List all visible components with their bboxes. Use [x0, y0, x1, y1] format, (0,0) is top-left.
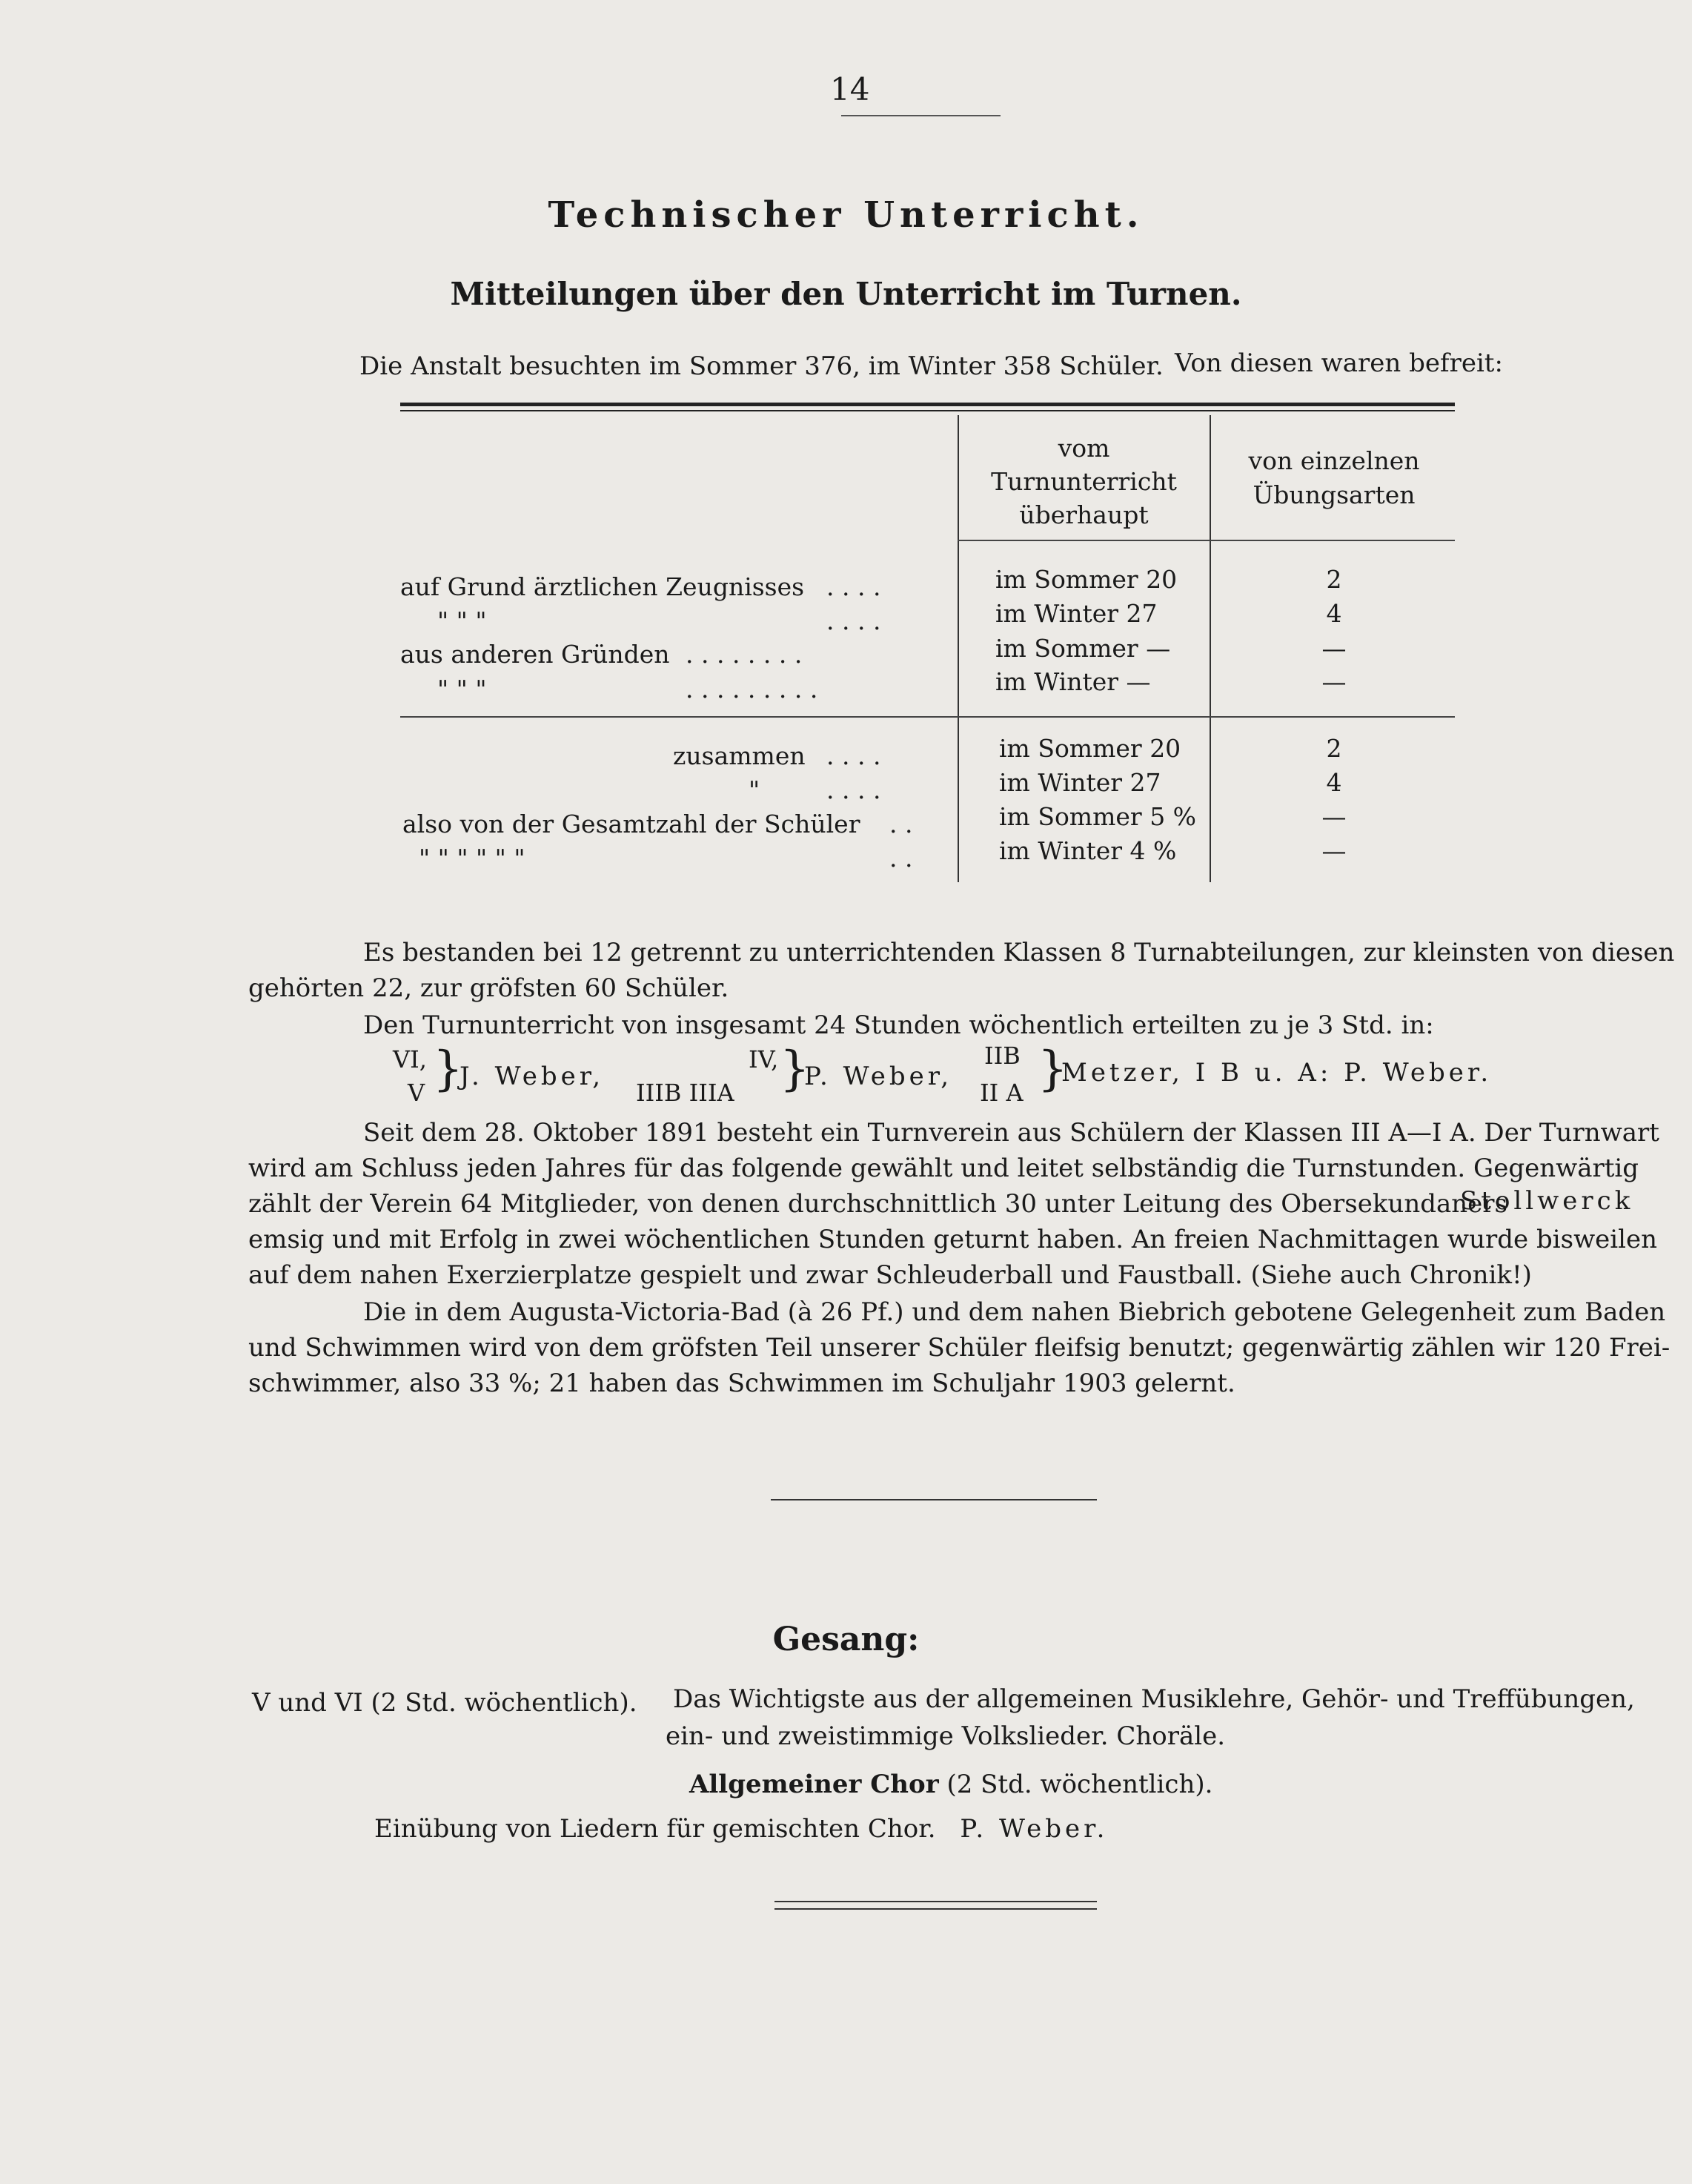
end-rule-2: [774, 1908, 1097, 1910]
assign-g1-teacher: J. Weber,: [460, 1062, 605, 1091]
row-dots: . . . .: [826, 572, 881, 601]
table-header-rule: [958, 540, 1455, 541]
paragraph-line: und Schwimmen wird von dem gröfsten Teil unserer Schüler fleifsig benutzt; gegenwärtig zählen wir 120 Frei-: [248, 1333, 1671, 1363]
header-col1-l1: vom: [1058, 434, 1110, 463]
row-col2: —: [1321, 836, 1347, 865]
row-col1: im Sommer 20: [999, 734, 1181, 763]
table-top-rule: [400, 403, 1455, 406]
assign-g2-top: IV,: [749, 1045, 779, 1073]
row-col2: —: [1321, 667, 1347, 696]
row-dots: . . . .: [826, 606, 881, 635]
row-col2: —: [1321, 634, 1347, 663]
row-label: auf Grund ärztlichen Zeugnisses: [400, 572, 805, 601]
paragraph-line: emsig und mit Erfolg in zwei wöchentlichen Stunden geturnt haben. An freien Nachmittagen wurde bisweilen: [248, 1225, 1658, 1254]
row-col1: im Winter 4 %: [999, 836, 1177, 865]
paragraph-line: Seit dem 28. Oktober 1891 besteht ein Turnverein aus Schülern der Klassen III A—I A. Der Turnwart: [363, 1118, 1659, 1148]
chor-text: [374, 1814, 1108, 1844]
header-col2-l1: von einzelnen: [1248, 446, 1420, 475]
chor-title: Allgemeiner Chor: [689, 1770, 939, 1799]
row-col2: —: [1321, 802, 1347, 831]
chor-description: Einübung von Liedern für gemischten Chor.: [374, 1814, 936, 1844]
page-number: 14: [830, 71, 870, 107]
person-name: Stollwerck: [1460, 1186, 1634, 1216]
end-rule-1: [774, 1901, 1097, 1902]
chor-hours: (2 Std. wöchentlich).: [946, 1770, 1213, 1799]
brace: }: [433, 1042, 463, 1096]
chor-teacher: P. Weber.: [960, 1814, 1109, 1844]
table-column-divider-1: [958, 415, 959, 882]
row-label: aus anderen Gründen: [400, 640, 670, 669]
table-mid-rule: [400, 716, 1455, 718]
row-label: " " ": [437, 606, 487, 635]
assign-g3-top: IIB: [984, 1042, 1021, 1070]
row-label: zusammen: [673, 741, 806, 770]
gesang-classes: V und VI (2 Std. wöchentlich).: [252, 1688, 637, 1718]
row-dots: . .: [889, 844, 913, 873]
assign-g3-teacher: Metzer, I B u. A: P. Weber.: [1061, 1058, 1493, 1088]
row-col1: im Sommer 5 %: [999, 802, 1197, 831]
section-title: Technischer Unterricht.: [548, 194, 1144, 236]
row-col1: im Winter 27: [995, 599, 1158, 628]
row-col1: im Winter 27: [999, 768, 1161, 797]
row-dots: . . . .: [826, 741, 881, 770]
paragraph-line: gehörten 22, zur gröfsten 60 Schüler.: [248, 973, 729, 1003]
paragraph-line: schwimmer, also 33 %; 21 haben das Schwimmen im Schuljahr 1903 gelernt.: [248, 1369, 1235, 1398]
row-label: " " " " " ": [419, 844, 525, 873]
brace: }: [780, 1042, 810, 1096]
paragraph-line: auf dem nahen Exerzierplatze gespielt und zwar Schleuderball und Faustball. (Siehe auch Chronik!): [248, 1260, 1532, 1290]
paragraph-line: Es bestanden bei 12 getrennt zu unterrichtenden Klassen 8 Turnabteilungen, zur kleinsten von diesen: [363, 938, 1675, 967]
section-subtitle: Mitteilungen über den Unterricht im Turnen.: [450, 276, 1242, 312]
assign-g2-bottom: IIIB IIIA: [636, 1079, 734, 1107]
row-label: also von der Gesamtzahl der Schüler: [402, 810, 860, 838]
page-number-rule: [841, 115, 1001, 116]
assign-g1-top: VI,: [393, 1045, 427, 1073]
section-separator: [771, 1499, 1097, 1500]
assign-g1-bottom: V: [408, 1079, 425, 1107]
table-column-divider-2: [1210, 415, 1211, 882]
assign-g3-bottom: II A: [980, 1079, 1024, 1107]
header-col2-l2: Übungsarten: [1253, 480, 1416, 509]
paragraph-line: Die in dem Augusta-Victoria-Bad (à 26 Pf.) und dem nahen Biebrich gebotene Gelegenheit zum Baden: [363, 1297, 1666, 1327]
row-dots: . . . . . . . .: [686, 640, 803, 669]
row-label: " " ": [437, 675, 487, 704]
row-col1: im Sommer 20: [995, 565, 1178, 594]
gesang-text-2: ein- und zweistimmige Volkslieder. Choräle.: [666, 1721, 1226, 1751]
row-col2: 4: [1326, 768, 1342, 797]
row-dots: . . . .: [826, 775, 881, 804]
chor-line: [689, 1770, 1212, 1799]
gesang-title: Gesang:: [772, 1621, 920, 1658]
row-col2: 2: [1326, 565, 1342, 594]
header-col1-l3: überhaupt: [1019, 500, 1149, 529]
brace: }: [1038, 1042, 1068, 1096]
intro-text-2: Von diesen waren befreit:: [1175, 348, 1503, 378]
paragraph-line: wird am Schluss jeden Jahres für das folgende gewählt und leitet selbständig die Turnstunden. Gegenwärtig: [248, 1154, 1639, 1183]
row-label: ": [749, 775, 760, 804]
intro-text: Die Anstalt besuchten im Sommer 376, im Winter 358 Schüler.: [359, 351, 1164, 381]
row-dots: . . . . . . . . .: [686, 675, 818, 704]
row-col2: 2: [1326, 734, 1342, 763]
row-col1: im Sommer —: [995, 634, 1171, 663]
row-dots: . .: [889, 810, 913, 838]
paragraph-line: zählt der Verein 64 Mitglieder, von denen durchschnittlich 30 unter Leitung des Obersekundaners: [248, 1189, 1507, 1219]
row-col2: 4: [1326, 599, 1342, 628]
table-top-rule-thin: [400, 410, 1455, 411]
row-col1: im Winter —: [995, 667, 1151, 696]
assign-g2-teacher: P. Weber,: [804, 1062, 953, 1091]
paragraph-line: Den Turnunterricht von insgesamt 24 Stunden wöchentlich erteilten zu je 3 Std. in:: [363, 1010, 1434, 1040]
header-col1-l2: Turnunterricht: [991, 467, 1177, 496]
gesang-text: Das Wichtigste aus der allgemeinen Musiklehre, Gehör- und Treffübungen,: [673, 1684, 1635, 1714]
